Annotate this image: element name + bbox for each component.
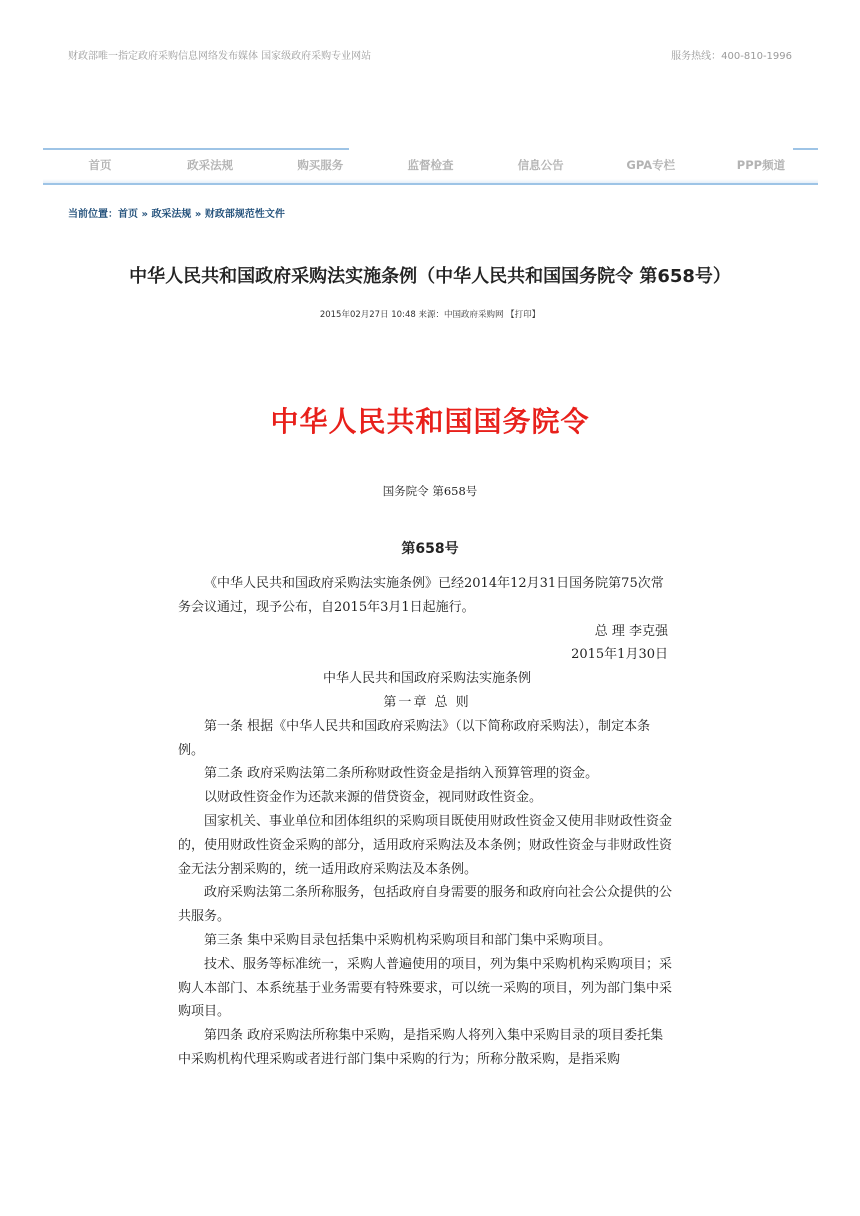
breadcrumb-section-link[interactable]: 政采法规 xyxy=(151,209,192,220)
nav-item-regulations[interactable]: 政采法规 xyxy=(187,158,234,172)
article-paragraph: 技术、服务等标准统一，采购人普遍使用的项目，列为集中采购机构采购项目；采购人本部门、本系统基于业务需要有特殊要求，可以统一采购的项目，列为部门集中采购项目。 xyxy=(178,956,673,1020)
article-title: 中华人民共和国政府采购法实施条例（中华人民共和国国务院令 第658号） xyxy=(129,266,731,287)
signature-date: 2015年1月30日 xyxy=(571,647,668,663)
signature: 总 理 李克强 xyxy=(594,623,668,639)
article-paragraph: 第三条 集中采购目录包括集中采购机构采购项目和部门集中采购项目。 xyxy=(204,932,612,948)
nav-item-supervision[interactable]: 监督检查 xyxy=(407,158,454,172)
breadcrumb-separator: » xyxy=(191,209,205,220)
promulgation-paragraph: 《中华人民共和国政府采购法实施条例》已经2014年12月31日国务院第75次常务会议通过，现予公布，自2015年3月1日起施行。 xyxy=(178,576,664,615)
decree-reference: 国务院令 第658号 xyxy=(382,484,478,498)
article-paragraph: 以财政性资金作为还款来源的借贷资金，视同财政性资金。 xyxy=(204,790,543,806)
top-info-bar xyxy=(68,47,792,63)
article-meta: 2015年02月27日 10:48 来源：中国政府采购网 【打印】 xyxy=(319,310,541,320)
breadcrumb-current-link[interactable]: 财政部规范性文件 xyxy=(204,209,285,220)
nav-top-line-left xyxy=(43,148,349,150)
nav-top-line-right xyxy=(793,148,818,150)
decree-heading: 中华人民共和国国务院令 xyxy=(270,405,590,438)
article-body xyxy=(178,572,676,1072)
service-hotline: 服务热线：400-810-1996 xyxy=(671,51,792,62)
nav-item-purchase-services[interactable]: 购买服务 xyxy=(297,158,344,172)
article-paragraph: 第一条 根据《中华人民共和国政府采购法》（以下简称政府采购法），制定本条例。 xyxy=(178,718,651,758)
article-paragraph: 政府采购法第二条所称服务，包括政府自身需要的服务和政府向社会公众提供的公共服务。 xyxy=(178,885,673,925)
nav-item-announcements[interactable]: 信息公告 xyxy=(517,158,564,172)
breadcrumb-prefix: 当前位置： xyxy=(68,209,118,220)
decree-number: 第658号 xyxy=(401,541,459,557)
chapter-heading: 第一章 总 则 xyxy=(383,694,471,710)
article-paragraph: 第四条 政府采购法所称集中采购，是指采购人将列入集中采购目录的项目委托集中采购机构代理采购或者进行部门集中采购的行为；所称分散采购，是指采购 xyxy=(178,1028,664,1067)
breadcrumb-separator: » xyxy=(138,209,152,220)
nav-item-home[interactable]: 首页 xyxy=(88,158,112,172)
breadcrumb-home-link[interactable]: 首页 xyxy=(118,209,138,220)
article-paragraph: 国家机关、事业单位和团体组织的采购项目既使用财政性资金又使用非财政性资金的，使用财政性资金采购的部分，适用政府采购法及本条例；财政性资金与非财政性资金无法分割采购的，统一适用政府采购法及本条例。 xyxy=(178,813,673,877)
main-nav xyxy=(43,148,818,185)
nav-bottom-line xyxy=(43,183,818,185)
regulation-title: 中华人民共和国政府采购法实施条例 xyxy=(322,671,531,687)
article-paragraph: 第二条 政府采购法第二条所称财政性资金是指纳入预算管理的资金。 xyxy=(204,766,599,782)
breadcrumb xyxy=(68,205,285,220)
nav-item-gpa[interactable]: GPA专栏 xyxy=(626,158,676,172)
site-tagline: 财政部唯一指定政府采购信息网络发布媒体 国家级政府采购专业网站 xyxy=(68,51,372,62)
nav-item-ppp[interactable]: PPP频道 xyxy=(736,158,786,172)
